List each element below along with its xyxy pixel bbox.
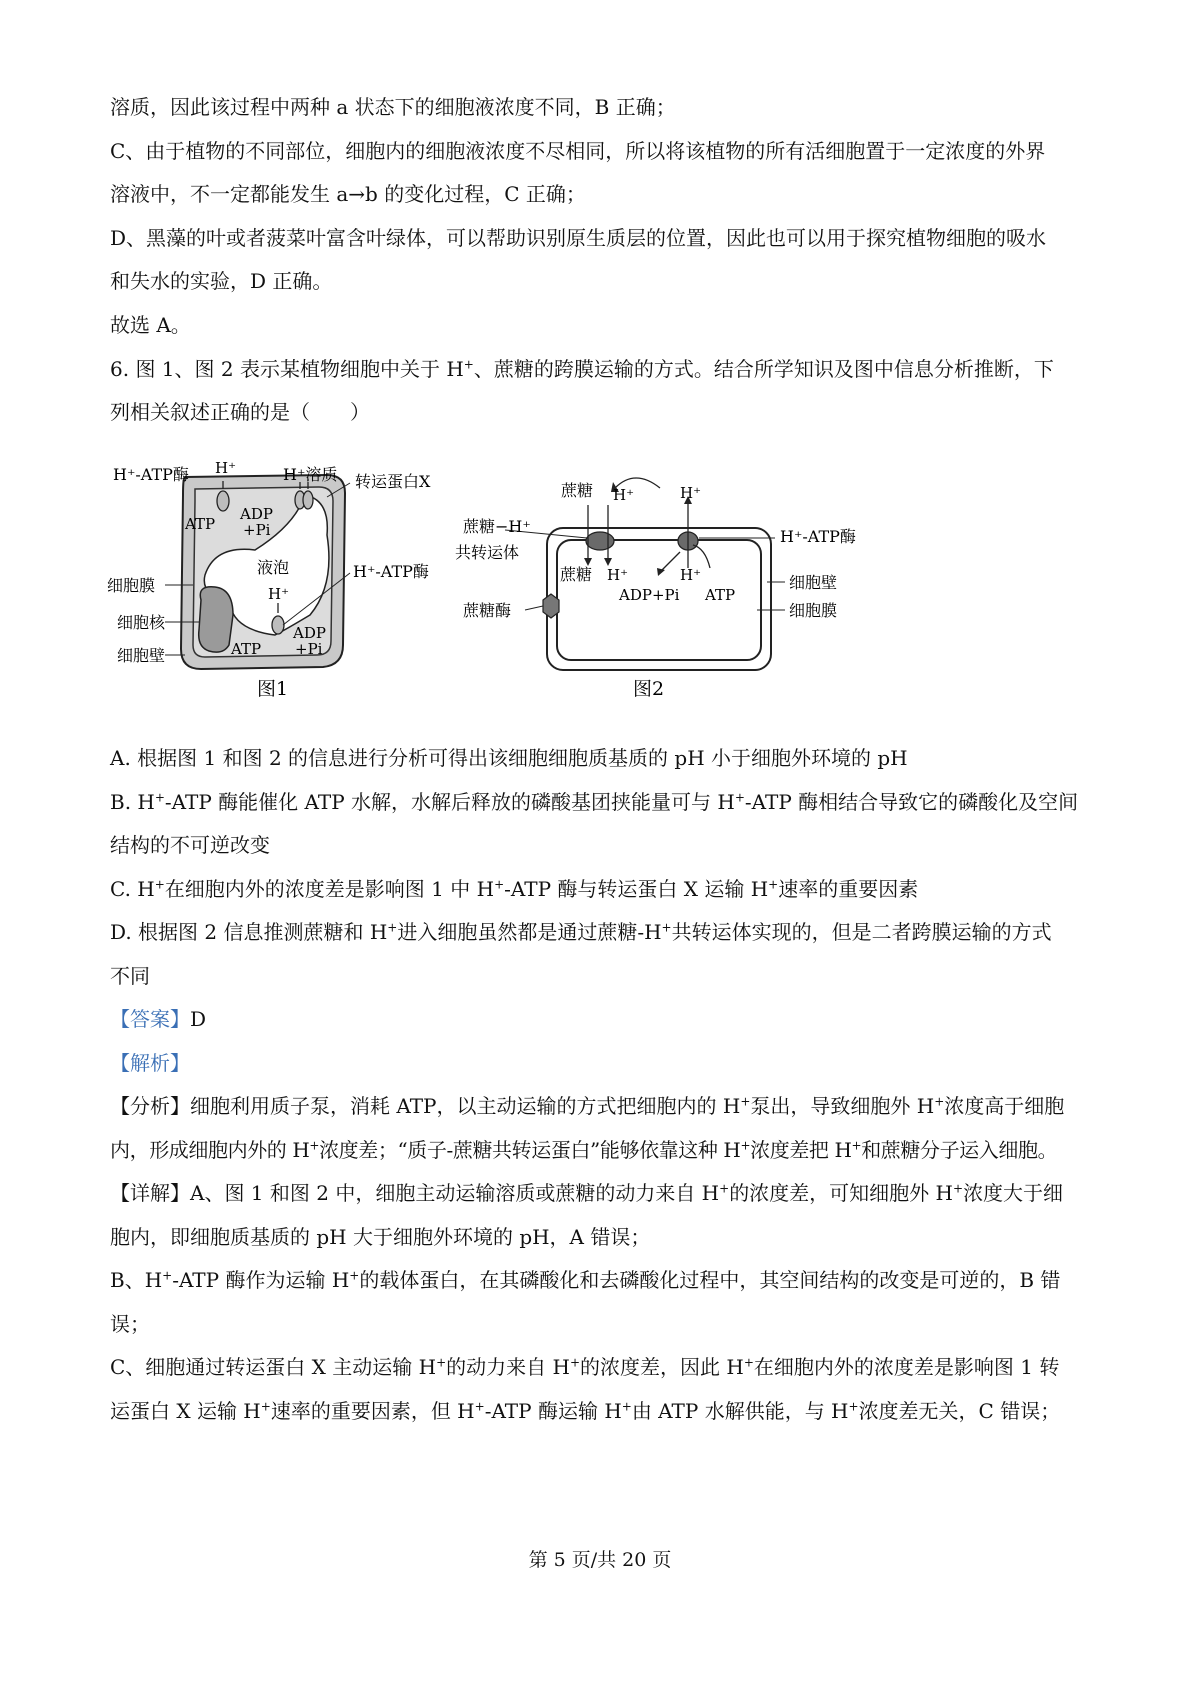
text-span: 浓度差无关，C 错误； [858,1399,1061,1423]
analysis-line [110,1136,1057,1164]
text-span: 故选 A。 [110,313,191,337]
text-span: B、H [110,1268,163,1292]
text-span: 浓度差把 H [750,1138,852,1162]
superscript-plus: + [349,1268,360,1283]
text-line [110,267,332,295]
label-adp: ADP [240,505,273,523]
superscript-plus: + [162,1268,173,1283]
label-sucrose-top: 蔗糖 [561,481,594,500]
text-line [110,224,1046,252]
detail-line [110,1353,1059,1381]
text-span: 共转运体实现的，但是二者跨膜运输的方式 [671,920,1052,944]
label-atp: ATP [185,515,216,533]
superscript-plus: + [309,1138,320,1153]
superscript-plus: + [768,877,779,892]
text-span: 速率的重要因素 [778,877,919,901]
text-span: C、由于植物的不同部位，细胞内的细胞液浓度不尽相同，所以将该植物的所有活细胞置于一定浓度的外界 [110,139,1046,163]
label-atp-bottom: ATP [231,640,262,658]
superscript-plus: + [743,1355,754,1370]
superscript-plus: + [260,1399,271,1414]
text-span: 浓度差；“质子-蔗糖共转运蛋白”能够依靠这种 H [319,1138,741,1162]
label-h-top-2: H⁺ [680,484,701,502]
superscript-plus: + [661,920,672,935]
superscript-plus: + [740,1138,751,1153]
label-h-in-1: H⁺ [607,566,628,584]
text-span: 内，形成细胞内外的 H [110,1138,310,1162]
text-span: 列相关叙述正确的是（ ） [110,400,370,424]
label-h-atp-enzyme: H⁺-ATP酶 [780,527,856,546]
superscript-plus: + [154,877,165,892]
text-span: -ATP 酶相结合导致它的磷酸化及空间 [744,790,1079,814]
label-adp-bottom: ADP [293,624,326,642]
label-cell-membrane: 细胞膜 [789,601,838,620]
label-cell-wall: 细胞壁 [789,573,838,592]
text-span: 进入细胞虽然都是通过蔗糖-H [397,920,662,944]
option-a [110,744,908,772]
text-span: 【分析】细胞利用质子泵，消耗 ATP，以主动运输的方式把细胞内的 H [110,1094,741,1118]
text-line [110,137,1045,165]
text-span: 浓度高于细胞 [944,1094,1065,1118]
analysis-line [110,1092,1064,1120]
figure-2 [455,460,885,710]
label-vacuole: 液泡 [257,558,290,577]
text-span: D、黑藻的叶或者菠菜叶富含叶绿体，可以帮助识别原生质层的位置，因此也可以用于探究植物细胞的吸水 [110,226,1047,250]
text-span: 运蛋白 X 运输 H [110,1399,261,1423]
text-span: 溶液中，不一定都能发生 a→b 的变化过程，C 正确； [110,182,586,206]
question-stem [110,355,1054,383]
label-cell-membrane: 细胞膜 [107,576,156,595]
label-h-in-2: H⁺ [680,566,701,584]
label-pi: +Pi [243,521,271,539]
text-span: 和蔗糖分子运入细胞。 [861,1138,1058,1162]
detail-line [110,1179,1063,1207]
superscript-plus: + [387,920,398,935]
text-span: 泵出，导致细胞外 H [750,1094,935,1118]
label-h-top-1: H⁺ [613,486,634,504]
text-span: A. 根据图 1 和图 2 的信息进行分析可得出该细胞细胞质基质的 pH 小于细胞外环境的 pH [110,746,908,770]
superscript-plus: + [569,1355,580,1370]
text-span: C. H [110,877,155,901]
answer-line [110,1005,206,1033]
answer-tag: 【答案】 [110,1007,190,1031]
page-footer: 第 5 页/共 20 页 [528,1549,672,1571]
label-h-solute: H⁺溶质 [283,465,338,484]
superscript-plus: + [734,790,745,805]
text-span: -ATP 酶运输 H [484,1399,622,1423]
label-pi-bottom: +Pi [295,640,323,658]
text-span: 浓度大于细 [963,1181,1064,1205]
label-sucrase: 蔗糖酶 [463,601,512,620]
detail-line [110,1397,1060,1425]
label-transporter-x: 转运蛋白X [355,472,431,491]
superscript-plus: + [494,877,505,892]
option-d [110,918,1052,946]
label-h-plus-vacuole: H⁺ [268,585,289,603]
text-span: 的浓度差，因此 H [580,1355,744,1379]
label-nucleus: 细胞核 [117,613,166,632]
text-span: 的动力来自 H [446,1355,570,1379]
text-span: -ATP 酶与转运蛋白 X 运输 H [504,877,769,901]
superscript-plus: + [154,790,165,805]
question-stem [110,398,370,426]
label-h-atp-enzyme-right: H⁺-ATP酶 [353,562,429,581]
text-span: 由 ATP 水解供能，与 H [631,1399,849,1423]
figure-1-caption: 图1 [257,678,289,700]
text-span: 不同 [110,964,150,988]
analysis-tag [110,1049,190,1077]
text-span: 误； [110,1312,150,1336]
text-span: 的载体蛋白，在其磷酸化和去磷酸化过程中，其空间结构的改变是可逆的，B 错 [359,1268,1061,1292]
text-span: 和失水的实验，D 正确。 [110,269,333,293]
option-b-cont [110,831,270,859]
text-span: 在细胞内外的浓度差是影响图 1 转 [753,1355,1060,1379]
detail-line [110,1223,650,1251]
label-cotransporter: 蔗糖−H⁺ [463,517,531,536]
label-sucrose-in: 蔗糖 [560,565,593,584]
figure-1 [105,455,455,710]
text-span: -ATP 酶作为运输 H [172,1268,350,1292]
option-c [110,875,918,903]
superscript-plus: + [463,357,474,372]
text-line [110,180,586,208]
text-line [110,311,191,339]
superscript-plus: + [719,1181,730,1196]
text-span: 结构的不可逆改变 [110,833,270,857]
detail-line [110,1310,150,1338]
text-span: 、蔗糖的跨膜运输的方式。结合所学知识及图中信息分析推断，下 [473,357,1054,381]
label-atp: ATP [705,586,736,604]
detail-line [110,1266,1060,1294]
text-span: 的浓度差，可知细胞外 H [729,1181,953,1205]
text-span: 【解析】 [110,1051,190,1075]
option-b [110,788,1078,816]
label-cell-wall: 细胞壁 [117,646,166,665]
label-cotransporter-2: 共转运体 [455,543,520,562]
superscript-plus: + [474,1399,485,1414]
superscript-plus: + [436,1355,447,1370]
superscript-plus: + [740,1094,751,1109]
text-span: B. H [110,790,155,814]
superscript-plus: + [934,1094,945,1109]
text-line [110,93,676,121]
label-h-atp-enzyme: H⁺-ATP酶 [113,465,189,484]
text-span: 速率的重要因素，但 H [270,1399,475,1423]
text-span: 6. 图 1、图 2 表示某植物细胞中关于 H [110,357,464,381]
answer-value: D [190,1007,207,1031]
label-h-plus: H⁺ [215,459,236,477]
option-d-cont [110,962,150,990]
superscript-plus: + [621,1399,632,1414]
text-span: D. 根据图 2 信息推测蔗糖和 H [110,920,388,944]
text-span: 【详解】A、图 1 和图 2 中，细胞主动运输溶质或蔗糖的动力来自 H [110,1181,720,1205]
superscript-plus: + [848,1399,859,1414]
label-adp-pi: ADP+Pi [619,586,680,604]
text-span: 胞内，即细胞质基质的 pH 大于细胞外环境的 pH，A 错误； [110,1225,651,1249]
superscript-plus: + [953,1181,964,1196]
text-span: 在细胞内外的浓度差是影响图 1 中 H [164,877,495,901]
text-span: -ATP 酶能催化 ATP 水解，水解后释放的磷酸基团挟能量可与 H [164,790,735,814]
text-span: 溶质，因此该过程中两种 a 状态下的细胞液浓度不同，B 正确； [110,95,676,119]
figure-2-caption: 图2 [633,678,665,700]
superscript-plus: + [851,1138,862,1153]
text-span: C、细胞通过转运蛋白 X 主动运输 H [110,1355,437,1379]
